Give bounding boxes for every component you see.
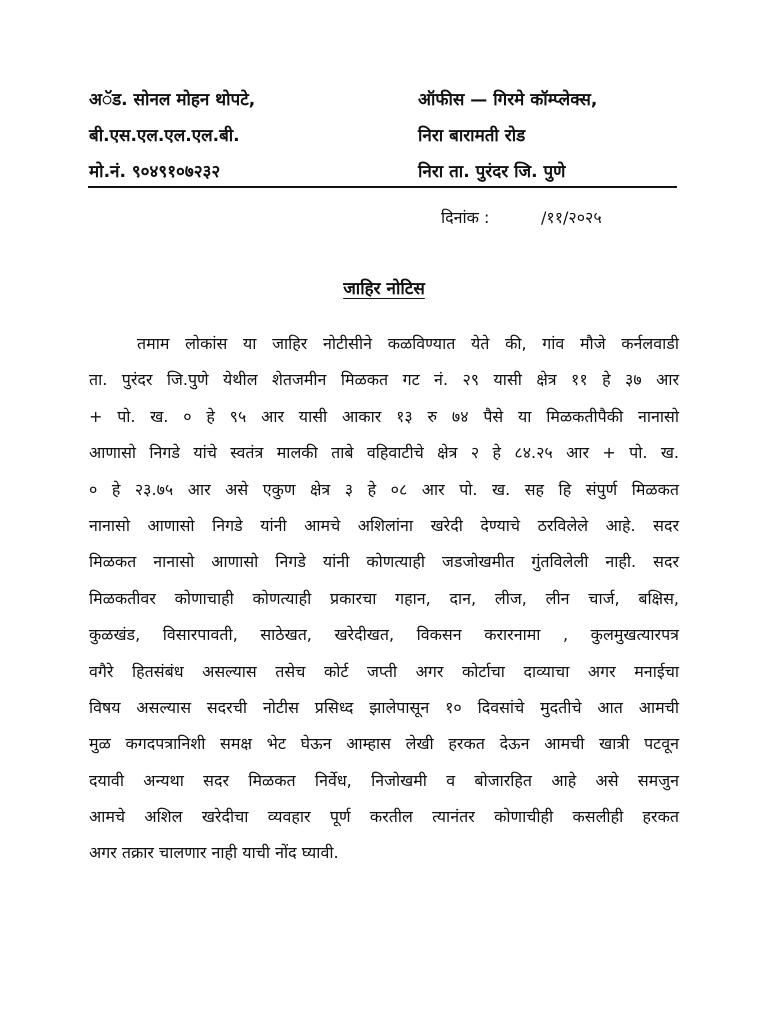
office-road: निरा बारामती रोड bbox=[418, 126, 526, 146]
notice-title-text: जाहिर नोटिस bbox=[343, 279, 425, 299]
notice-line: मिळकतीवर कोणाचाही कोणत्याही प्रकारचा गहान, दान, लीज, लीन चार्ज, बक्षिस, bbox=[89, 588, 679, 608]
notice-line: कुळखंड, विसारपावती, साठेखत, खरेदीखत, विकसन करारनामा , कुलमुखत्यारपत्र bbox=[89, 625, 679, 645]
notice-line: नानासो आणासो निगडे यांनी आमचे अशिलांना खरेदी देण्याचे ठरविलेले आहे. सदर bbox=[89, 515, 679, 535]
advocate-mobile: मो.नं. ९०४९१०७२३२ bbox=[89, 162, 221, 182]
notice-line: अगर तक्रार चालणार नाही याची नोंद घ्यावी. bbox=[89, 843, 339, 863]
notice-title bbox=[0, 276, 768, 299]
office-location: निरा ता. पुरंदर जि. पुणे bbox=[418, 162, 566, 182]
notice-line: मिळकत नानासो आणासो निगडे यांनी कोणत्याही जडजोखमीत गुंतविलेली नाही. सदर bbox=[89, 552, 679, 572]
office-name: ऑफीस — गिरमे कॉम्प्लेक्स, bbox=[418, 90, 598, 110]
notice-line: तमाम लोकांस या जाहिर नोटीसीने कळविण्यात येते की, गांव मौजे कर्नलवाडी bbox=[137, 334, 679, 353]
date-label: दिनांक : bbox=[441, 208, 490, 227]
notice-line: वगैरे हितसंबंध असल्यास तसेच कोर्ट जप्ती अगर कोर्टाचा दाव्याचा अगर मनाईचा bbox=[89, 661, 679, 681]
date-value: /११/२०२५ bbox=[541, 208, 602, 227]
notice-line: आमचे अशिल खरेदीचा व्यवहार पूर्ण करतील त्यानंतर कोणाचीही कसलीही हरकत bbox=[89, 807, 679, 827]
notice-line: दयावी अन्यथा सदर मिळकत निर्वेध, निजोखमी व बोजारहित आहे असे समजुन bbox=[89, 770, 679, 790]
advocate-name: अॅड. सोनल मोहन थोपटे, bbox=[89, 90, 256, 110]
notice-line: मुळ कगदपत्रानिशी समक्ष भेट घेऊन आम्हास लेखी हरकत देऊन आमची खात्री पटवून bbox=[89, 734, 679, 754]
notice-line: ० हे २३.७५ आर असे एकुण क्षेत्र ३ हे ०८ आर पो. ख. सह हि संपुर्ण मिळकत bbox=[89, 479, 679, 499]
notice-line: ता. पुरंदर जि.पुणे येथील शेतजमीन मिळकत गट नं. २९ यासी क्षेत्र ११ हे ३७ आर bbox=[89, 370, 679, 390]
advocate-qualification: बी.एस.एल.एल.एल.बी. bbox=[89, 126, 240, 146]
notice-body bbox=[89, 326, 679, 872]
notice-line: विषय असल्यास सदरची नोटीस प्रसिध्द झालेपासून १० दिवसांचे मुदतीचे आत आमची bbox=[89, 697, 679, 717]
header-divider bbox=[88, 186, 677, 188]
notice-line: + पो. ख. ० हे ९५ आर यासी आकार १३ रु ७४ पैसे या मिळकतीपैकी नानासो bbox=[89, 406, 679, 426]
notice-line: आणासो निगडे यांचे स्वतंत्र मालकी ताबे वहिवाटीचे क्षेत्र २ हे ८४.२५ आर + पो. ख. bbox=[89, 443, 679, 463]
